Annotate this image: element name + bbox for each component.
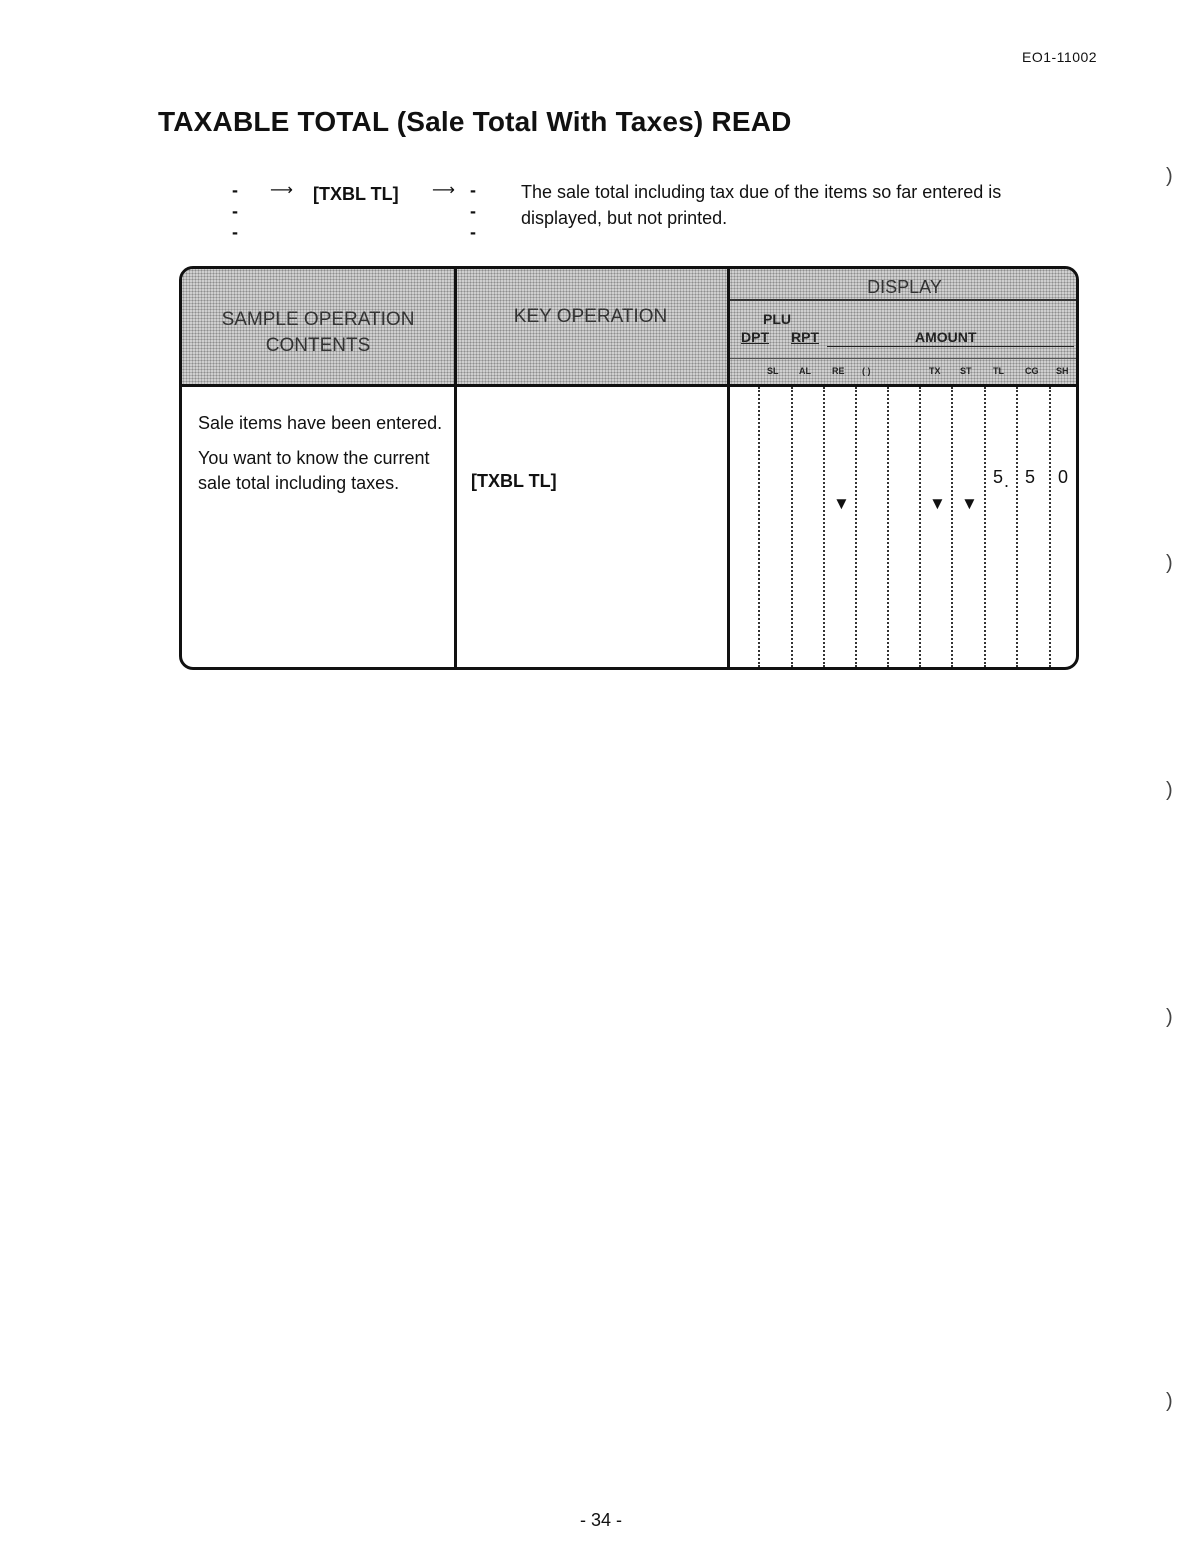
dpt-label: DPT (741, 329, 769, 345)
indicator-pointer-tx-icon: ▼ (929, 494, 946, 513)
header-key-operation (454, 269, 727, 387)
sample-operation-contents (198, 411, 443, 506)
display-digit: 5 (1025, 467, 1036, 487)
binding-mark: ) (1166, 779, 1173, 801)
column-divider (727, 269, 730, 667)
column-divider (454, 269, 457, 667)
indicator-tl: TL (993, 366, 1004, 376)
indicator-strip (727, 358, 1079, 381)
indicator-pointer-st-icon: ▼ (961, 494, 978, 513)
indicator-tx: TX (929, 366, 941, 376)
page-title: TAXABLE TOTAL (Sale Total With Taxes) READ (158, 106, 792, 137)
key-operation-cell: [TXBL TL] (471, 471, 557, 491)
indicator-al: AL (799, 366, 811, 376)
amount-underline (827, 346, 1074, 347)
indicator-paren: ( ) (862, 366, 871, 376)
indicator-st: ST (960, 366, 972, 376)
indicator-re: RE (832, 366, 845, 376)
display-title: DISPLAY (867, 277, 942, 297)
indicator-sh: SH (1056, 366, 1069, 376)
display-title-band (727, 269, 1079, 301)
display-decimal-point: . (1004, 471, 1010, 491)
trail-dash: --- (470, 180, 476, 242)
display-segment-line (919, 387, 921, 667)
binding-mark: ) (1166, 552, 1173, 574)
indicator-cg: CG (1025, 366, 1039, 376)
indicator-pointer-re-icon: ▼ (833, 494, 850, 513)
binding-mark: ) (1166, 1006, 1173, 1028)
display-segment-line (1049, 387, 1051, 667)
display-segment-line (951, 387, 953, 667)
display-digit: 0 (1058, 467, 1069, 487)
display-segment-line (791, 387, 793, 667)
lead-dash: --- (232, 180, 238, 242)
header-sample-line2: CONTENTS (265, 335, 371, 356)
flow-description: The sale total including tax due of the items so far entered is displayed, but not printed. (521, 182, 1002, 228)
operation-table (179, 266, 1079, 670)
binding-mark: ) (1166, 165, 1173, 187)
header-key-label: KEY OPERATION (513, 306, 668, 327)
display-segment-line (887, 387, 889, 667)
header-sample-operation (182, 269, 454, 387)
header-sample-line1: SAMPLE OPERATION (221, 309, 415, 330)
rpt-label: RPT (791, 329, 819, 345)
page-number: - 34 - (579, 1510, 622, 1530)
contents-line-1: Sale items have been entered. (198, 413, 443, 433)
indicator-sl: SL (767, 366, 779, 376)
display-segment-line (758, 387, 760, 667)
key-txbl-tl: [TXBL TL] (313, 184, 399, 204)
display-segment-line (855, 387, 857, 667)
display-segment-line (823, 387, 825, 667)
display-segment-line (1016, 387, 1018, 667)
display-segment-line (984, 387, 986, 667)
plu-label: PLU (763, 311, 791, 327)
document-code: EO1-11002 (1022, 49, 1098, 65)
arrow-right-icon: ⟶ (432, 182, 455, 199)
binding-mark: ) (1166, 1390, 1173, 1412)
arrow-right-icon: ⟶ (270, 182, 293, 199)
contents-line-2: You want to know the current sale total including taxes. (198, 448, 430, 493)
display-digit: 5 (993, 467, 1004, 487)
amount-label: AMOUNT (915, 329, 977, 345)
header-display (727, 269, 1079, 387)
